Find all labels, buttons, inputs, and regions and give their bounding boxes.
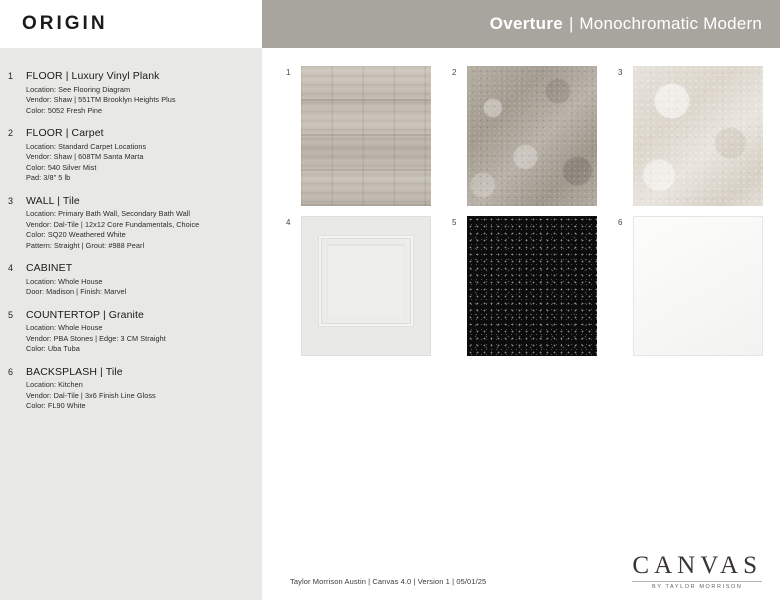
collection-block bbox=[262, 0, 780, 48]
spec-body bbox=[26, 366, 262, 412]
spec-detail-line: Location: Primary Bath Wall, Secondary Bath Wall bbox=[26, 209, 191, 218]
canvas-logo bbox=[632, 553, 762, 590]
spec-number: 2 bbox=[8, 128, 14, 138]
spec-detail-line: Color: SQ20 Weathered White bbox=[26, 230, 126, 239]
spec-detail-line: Location: Standard Carpet Locations bbox=[26, 141, 147, 151]
spec-body bbox=[26, 127, 262, 184]
swatch-area bbox=[262, 48, 780, 600]
document-footnote: Taylor Morrison Austin | Canvas 4.0 | Version 1 | 05/01/25 bbox=[290, 577, 487, 586]
granite-countertop-swatch bbox=[467, 216, 597, 356]
collection-name: Overture bbox=[489, 14, 563, 33]
spec-detail-line: Location: See Flooring Diagram bbox=[26, 84, 131, 94]
swatch-number: 2 bbox=[452, 68, 457, 77]
swatch-cell bbox=[274, 216, 440, 366]
spec-detail-line: Location: Whole House bbox=[26, 323, 103, 332]
spec-detail-line: Vendor: Dal-Tile | 12x12 Core Fundamentals, Choice bbox=[26, 219, 200, 229]
swatch-number: 4 bbox=[286, 218, 291, 227]
spec-body bbox=[26, 70, 262, 116]
spec-detail-line: Color: 540 Silver Mist bbox=[26, 162, 97, 172]
spec-number: 6 bbox=[8, 366, 14, 377]
spec-body bbox=[26, 262, 262, 298]
swatch-number: 1 bbox=[286, 68, 291, 77]
spec-title: BACKSPLASH | Tile bbox=[26, 365, 123, 378]
spec-detail-line: Vendor: Shaw | 551TM Brooklyn Heights Plus bbox=[26, 95, 176, 104]
spec-detail-line: Door: Madison | Finish: Marvel bbox=[26, 287, 127, 296]
swatch-number: 5 bbox=[452, 218, 457, 227]
swatch-grid bbox=[274, 66, 772, 366]
wall-tile-swatch bbox=[633, 66, 763, 206]
spec-number: 3 bbox=[8, 195, 14, 206]
list-item bbox=[0, 127, 262, 184]
list-item bbox=[0, 309, 262, 355]
page-header bbox=[0, 0, 780, 48]
cabinet-door-panel bbox=[319, 236, 413, 326]
swatch-number: 3 bbox=[618, 68, 623, 77]
spec-body bbox=[26, 309, 262, 355]
spec-title: COUNTERTOP | Granite bbox=[26, 308, 144, 321]
spec-number: 1 bbox=[8, 71, 14, 81]
logo-wordmark: CANVAS bbox=[632, 552, 762, 579]
list-item bbox=[0, 366, 262, 412]
spec-detail-line: Vendor: Dal-Tile | 3x6 Finish Line Gloss bbox=[26, 390, 156, 400]
list-item bbox=[0, 70, 262, 116]
spec-number: 4 bbox=[8, 263, 14, 273]
spec-detail-line: Color: FL90 White bbox=[26, 401, 86, 410]
spec-title: CABINET bbox=[26, 262, 73, 274]
spec-detail-line: Vendor: Shaw | 608TM Santa Marta bbox=[26, 152, 144, 161]
header-separator: | bbox=[569, 14, 574, 33]
swatch-cell bbox=[440, 66, 606, 216]
swatch-number: 6 bbox=[618, 218, 623, 227]
spec-body bbox=[26, 195, 262, 252]
spec-detail-line: Vendor: PBA Stones | Edge: 3 CM Straight bbox=[26, 333, 166, 343]
brand-block bbox=[0, 0, 262, 48]
specifications-panel bbox=[0, 48, 262, 600]
specification-list bbox=[0, 70, 262, 423]
cabinet-door-center bbox=[327, 244, 405, 318]
spec-number: 5 bbox=[8, 309, 14, 320]
carpet-swatch bbox=[467, 66, 597, 206]
spec-detail-line: Location: Whole House bbox=[26, 276, 103, 286]
spec-detail-line: Pad: 3/8" 5 lb bbox=[26, 173, 71, 182]
spec-detail-line: Location: Kitchen bbox=[26, 380, 83, 389]
list-item bbox=[0, 195, 262, 252]
scheme-name: Monochromatic Modern bbox=[579, 14, 762, 33]
spec-detail-line: Color: Uba Tuba bbox=[26, 344, 80, 353]
luxury-vinyl-plank-swatch bbox=[301, 66, 431, 206]
swatch-cell bbox=[606, 66, 772, 216]
swatch-cell bbox=[274, 66, 440, 216]
logo-divider bbox=[632, 581, 762, 582]
spec-title: FLOOR | Luxury Vinyl Plank bbox=[26, 70, 160, 82]
logo-tagline: BY TAYLOR MORRISON bbox=[651, 584, 743, 590]
swatch-cell bbox=[606, 216, 772, 366]
cabinet-door-swatch bbox=[301, 216, 431, 356]
backsplash-tile-swatch bbox=[633, 216, 763, 356]
list-item bbox=[0, 262, 262, 298]
spec-title: WALL | Tile bbox=[26, 194, 80, 207]
brand-title: ORIGIN bbox=[22, 13, 108, 34]
spec-detail-line: Color: 5052 Fresh Pine bbox=[26, 105, 103, 115]
spec-detail-line: Pattern: Straight | Grout: #988 Pearl bbox=[26, 240, 145, 250]
swatch-cell bbox=[440, 216, 606, 366]
spec-title: FLOOR | Carpet bbox=[26, 127, 104, 139]
